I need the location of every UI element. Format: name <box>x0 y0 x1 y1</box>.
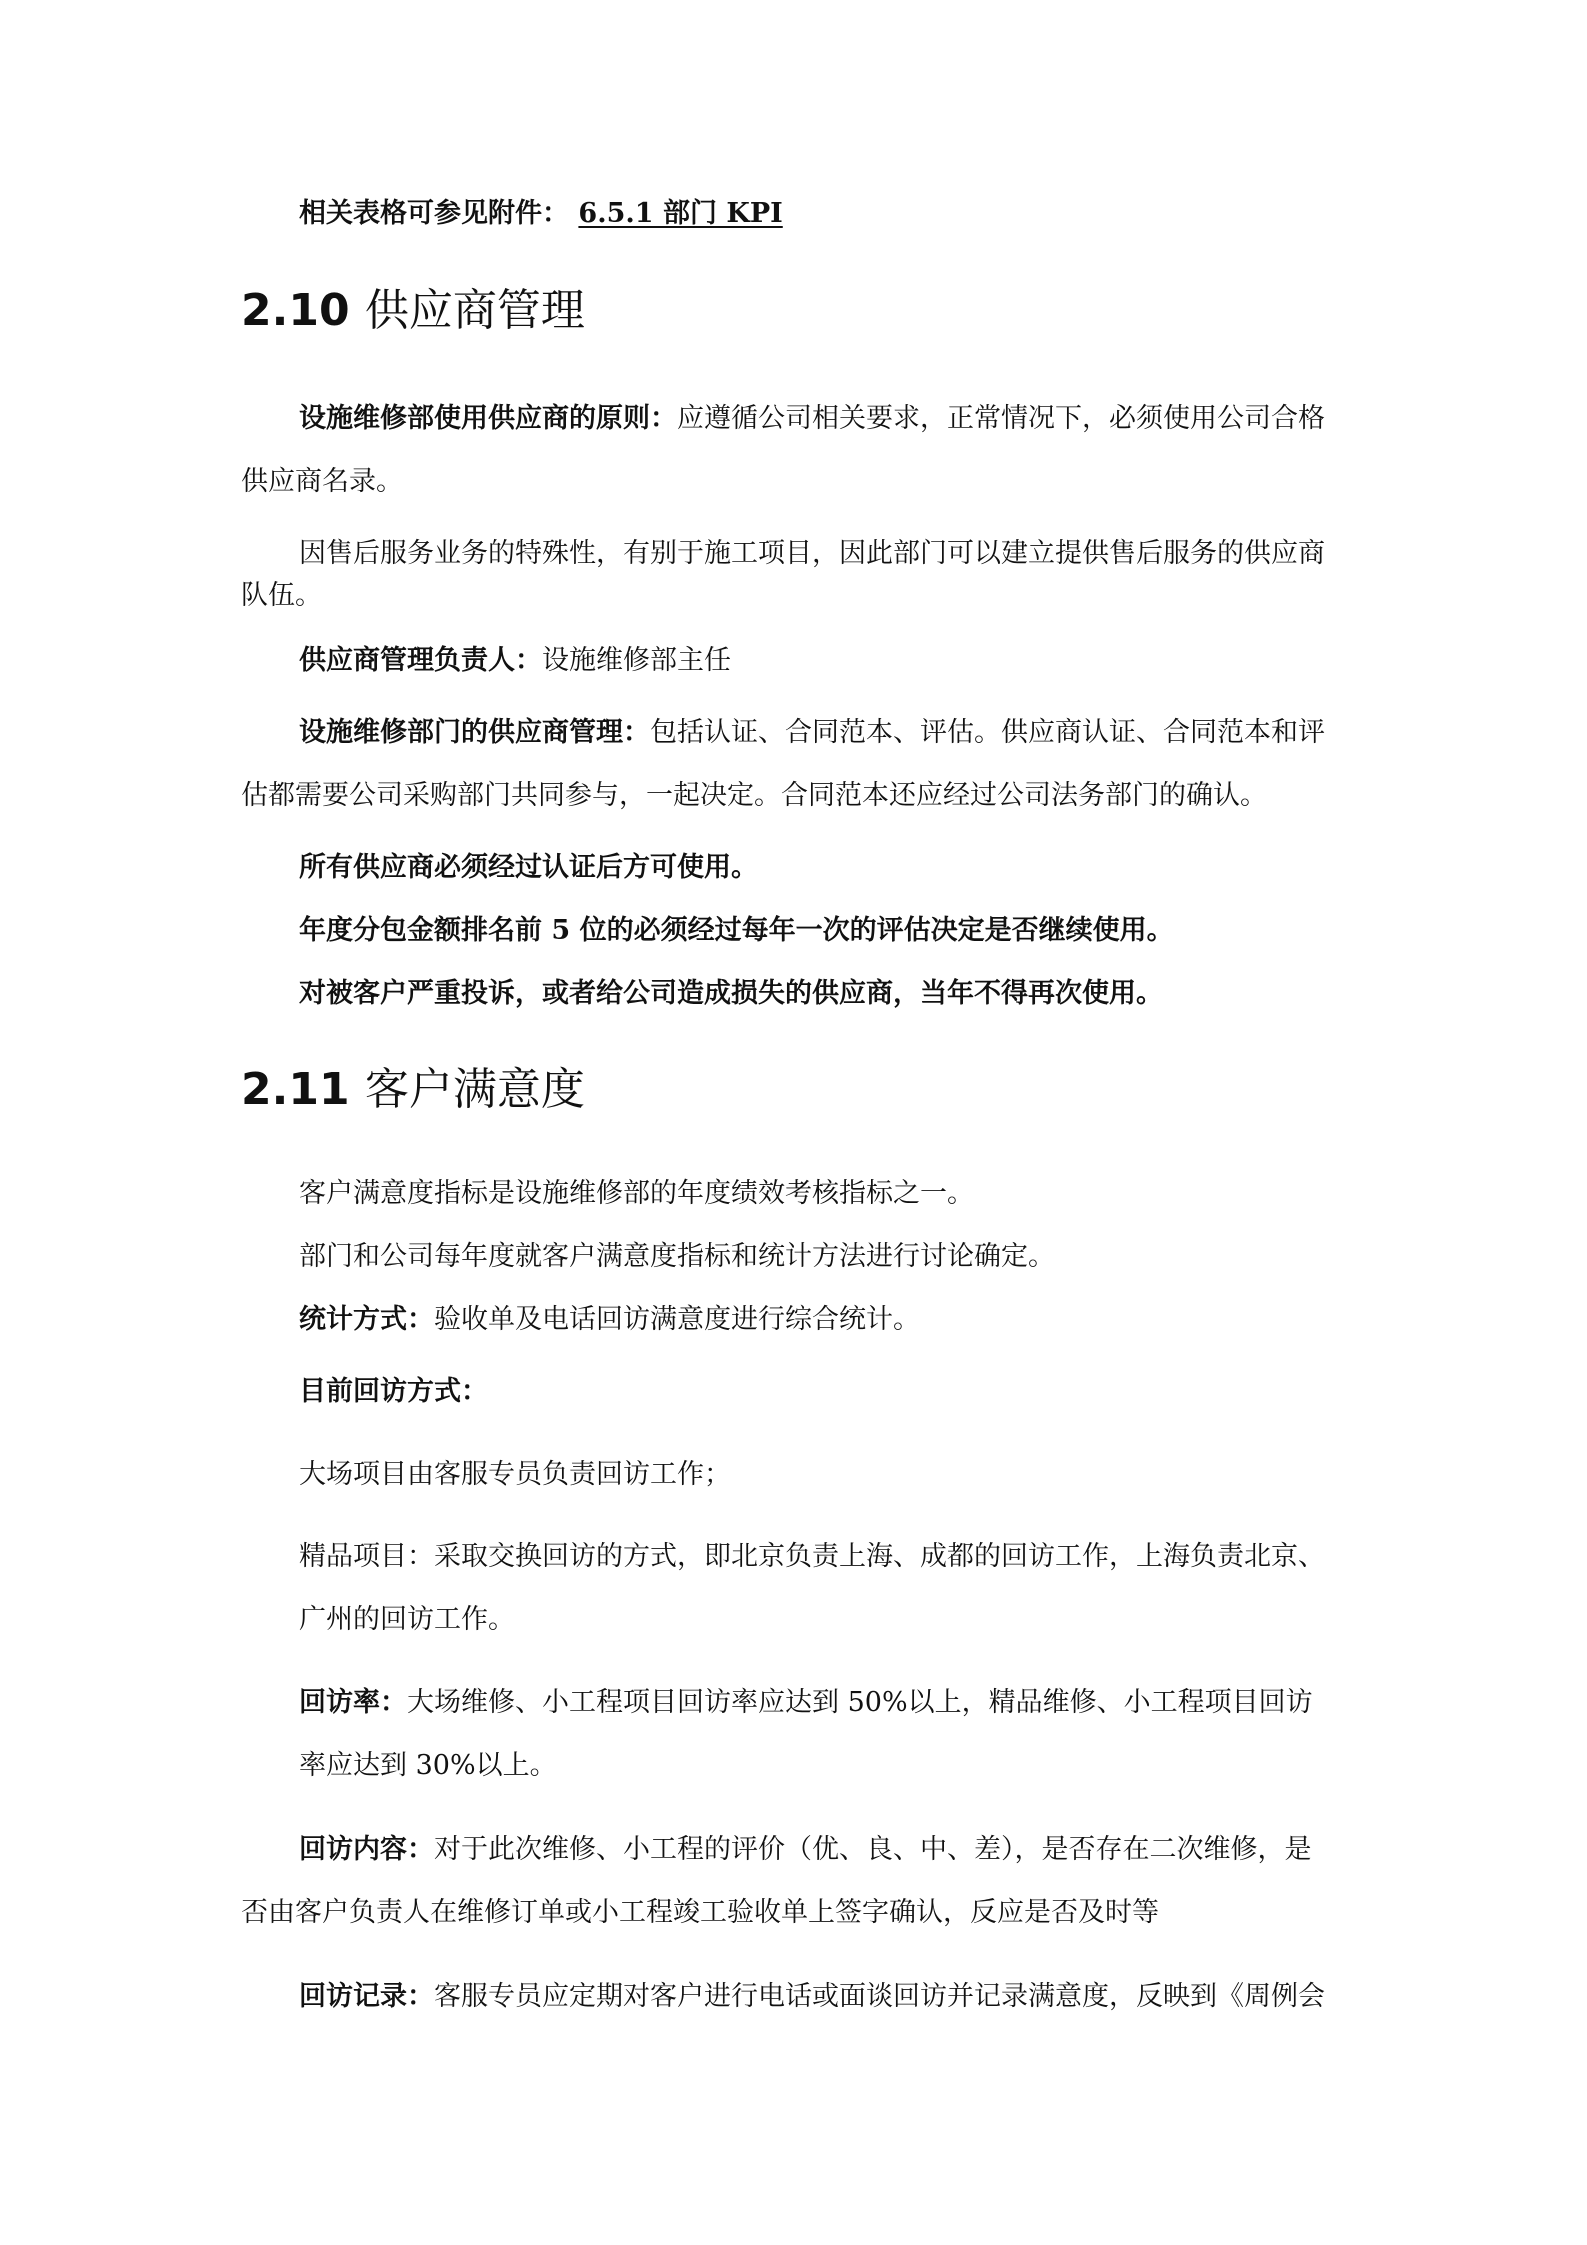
visit-record <box>299 1980 1325 2014</box>
section-heading-2-10 <box>241 284 585 338</box>
visit-content <box>299 1833 1312 1867</box>
section-title: 供应商管理 <box>364 285 585 336</box>
statistics-method-text: 验收单及电话回访满意度进行综合统计。 <box>434 1304 920 1335</box>
supplier-rule-2: 年度分包金额排名前 5 位的必须经过每年一次的评估决定是否继续使用。 <box>299 915 1174 946</box>
after-sales-paragraph-line2: 队伍。 <box>241 580 322 611</box>
visit-rate-label: 回访率： <box>299 1687 407 1718</box>
visit-rate-text: 大场维修、小工程项目回访率应达到 50%以上，精品维修、小工程项目回访 <box>407 1687 1313 1718</box>
attachment-label: 相关表格可参见附件： <box>299 198 569 229</box>
statistics-method-label: 统计方式： <box>299 1304 434 1335</box>
section-heading-2-11 <box>241 1063 585 1117</box>
visit-content-label: 回访内容： <box>299 1834 434 1865</box>
section-number: 2.11 <box>241 1064 350 1115</box>
supplier-principle <box>299 402 1325 436</box>
current-visit-method-label: 目前回访方式： <box>299 1376 488 1407</box>
visit-content-cont: 否由客户负责人在维修订单或小工程竣工验收单上签字确认，反应是否及时等 <box>241 1897 1159 1928</box>
statistics-method <box>299 1303 920 1337</box>
supplier-management-cont: 估都需要公司采购部门共同参与，一起决定。合同范本还应经过公司法务部门的确认。 <box>241 780 1267 811</box>
supplier-manager-label: 供应商管理负责人： <box>299 645 542 676</box>
supplier-principle-cont: 供应商名录。 <box>241 466 403 497</box>
supplier-principle-label: 设施维修部使用供应商的原则： <box>299 403 677 434</box>
attachment-link[interactable]: 6.5.1 部门 KPI <box>578 198 783 229</box>
supplier-management-text: 包括认证、合同范本、评估。供应商认证、合同范本和评 <box>650 717 1325 748</box>
section-title: 客户满意度 <box>364 1064 585 1115</box>
satisfaction-kpi-text: 客户满意度指标是设施维修部的年度绩效考核指标之一。 <box>299 1178 974 1209</box>
after-sales-paragraph-line1: 因售后服务业务的特殊性，有别于施工项目，因此部门可以建立提供售后服务的供应商 <box>299 538 1325 569</box>
visit-record-text: 客服专员应定期对客户进行电话或面谈回访并记录满意度，反映到《周例会 <box>434 1981 1325 2012</box>
satisfaction-method-text: 部门和公司每年度就客户满意度指标和统计方法进行讨论确定。 <box>299 1241 1055 1272</box>
visit-content-text: 对于此次维修、小工程的评价（优、良、中、差），是否存在二次维修，是 <box>434 1834 1312 1865</box>
visit-rate <box>299 1686 1313 1720</box>
premium-project-visit-line1: 精品项目：采取交换回访的方式，即北京负责上海、成都的回访工作，上海负责北京、 <box>299 1541 1325 1572</box>
supplier-rule-1: 所有供应商必须经过认证后方可使用。 <box>299 852 758 883</box>
supplier-manager-text: 设施维修部主任 <box>542 645 731 676</box>
section-number: 2.10 <box>241 285 350 336</box>
supplier-management <box>299 716 1325 750</box>
supplier-principle-text: 应遵循公司相关要求，正常情况下，必须使用公司合格 <box>677 403 1325 434</box>
supplier-manager <box>299 644 731 678</box>
supplier-rule-3: 对被客户严重投诉，或者给公司造成损失的供应商，当年不得再次使用。 <box>299 978 1163 1009</box>
supplier-management-label: 设施维修部门的供应商管理： <box>299 717 650 748</box>
large-project-visit-text: 大场项目由客服专员负责回访工作； <box>299 1459 731 1490</box>
visit-rate-cont: 率应达到 30%以上。 <box>299 1750 557 1781</box>
attachment-reference <box>299 197 783 231</box>
premium-project-visit-line2: 广州的回访工作。 <box>299 1604 515 1635</box>
visit-record-label: 回访记录： <box>299 1981 434 2012</box>
